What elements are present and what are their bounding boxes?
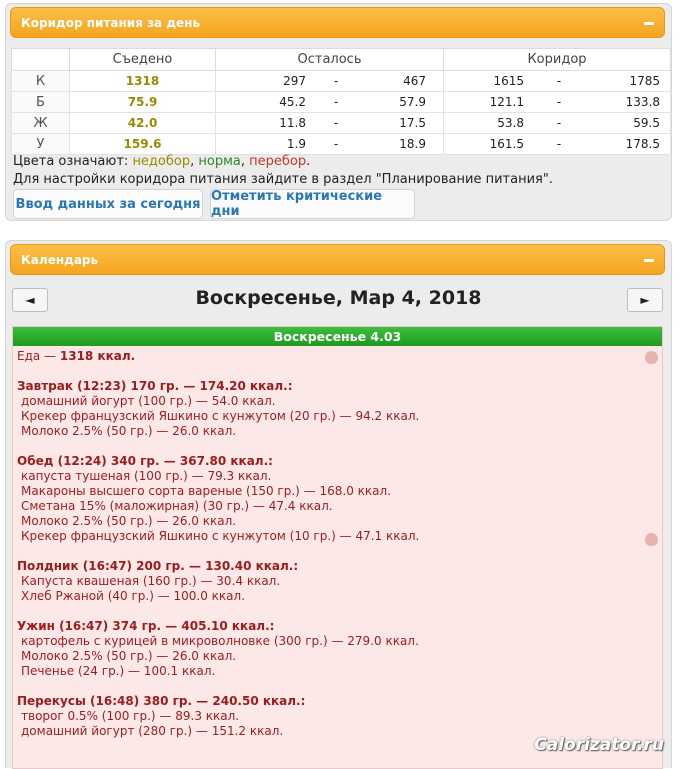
table-row [12, 71, 671, 92]
left-max: 57.9 [399, 95, 426, 109]
hand-pointer-icon[interactable] [645, 351, 658, 364]
dash: - [333, 95, 339, 109]
left-min: 45.2 [279, 95, 306, 109]
legend-separator: , [240, 154, 250, 169]
meal-title-snacks: Перекусы (16:48) 380 гр. — 240.50 ккал.: [17, 694, 306, 708]
corridor-table [11, 48, 671, 155]
corner-cell [12, 49, 70, 71]
hand-pointer-icon[interactable] [645, 533, 658, 546]
eaten-value: 75.9 [70, 92, 216, 113]
column-header-left: Осталось [216, 49, 444, 71]
meal-title-snack: Полдник (16:47) 200 гр. — 130.40 ккал.: [17, 559, 299, 573]
column-header-eaten: Съедено [70, 49, 216, 71]
prev-day-button[interactable] [12, 288, 48, 312]
left-min: 11.8 [279, 116, 306, 130]
corridor-max: 178.5 [625, 137, 660, 151]
row-label: Ж [12, 113, 70, 134]
table-row [12, 134, 671, 155]
meal-item: домашний йогурт (280 гр.) — 151.2 ккал. [21, 724, 284, 738]
corridor-info-text: Для настройки коридора питания зайдите в раздел "Планирование питания". [13, 172, 553, 187]
corridor-min: 1615 [493, 74, 524, 88]
meal-item: Хлеб Ржаной (40 гр.) — 100.0 ккал. [21, 589, 246, 603]
meal-title-breakfast: Завтрак (12:23) 170 гр. — 174.20 ккал.: [17, 379, 293, 393]
left-max: 17.5 [399, 116, 426, 130]
right-arrow-icon: ► [640, 293, 650, 307]
meal-item: капуста тушеная (100 гр.) — 79.3 ккал. [21, 469, 272, 483]
table-row [12, 113, 671, 134]
watermark-logo: Calorizator.ru [534, 735, 664, 755]
row-label: К [12, 71, 70, 92]
meal-item: творог 0.5% (100 гр.) — 89.3 ккал. [21, 709, 240, 723]
corridor-max: 1785 [629, 74, 660, 88]
enter-today-data-button[interactable]: Ввод данных за сегодня [13, 189, 203, 219]
mark-critical-days-button[interactable]: Отметить критические дни [210, 189, 415, 219]
day-header: Воскресенье 4.03 [13, 327, 662, 346]
dash: - [333, 116, 339, 130]
minus-icon[interactable] [644, 259, 654, 262]
legend-separator: , [190, 154, 199, 169]
legend-under: недобор [132, 154, 191, 169]
meal-item: Молоко 2.5% (50 гр.) — 26.0 ккал. [21, 514, 237, 528]
corridor-min: 121.1 [489, 95, 524, 109]
eaten-value: 1318 [70, 71, 216, 92]
column-header-corridor: Коридор [444, 49, 671, 71]
corridor-max: 59.5 [633, 116, 660, 130]
meal-item: Капуста квашеная (160 гр.) — 30.4 ккал. [21, 574, 281, 588]
meal-item: Крекер французский Яшкино с кунжутом (10 гр.) — 47.1 ккал. [21, 529, 420, 543]
corridor-min: 161.5 [489, 137, 524, 151]
meal-item: домашний йогурт (100 гр.) — 54.0 ккал. [21, 394, 276, 408]
corridor-max: 133.8 [625, 95, 660, 109]
dash: - [333, 137, 339, 151]
meal-title-lunch: Обед (12:24) 340 гр. — 367.80 ккал.: [17, 454, 273, 468]
meal-item: Молоко 2.5% (50 гр.) — 26.0 ккал. [21, 649, 237, 663]
legend-over: перебор [249, 154, 307, 169]
calendar-panel [5, 240, 672, 768]
food-total-prefix: Еда — [17, 349, 60, 363]
corridor-panel-title: Коридор питания за день [21, 16, 201, 30]
legend-prefix: Цвета означают: [13, 154, 133, 169]
legend-norm: норма [198, 154, 241, 169]
meal-title-dinner: Ужин (16:47) 374 гр. — 405.10 ккал.: [17, 619, 275, 633]
left-max: 467 [403, 74, 426, 88]
corridor-panel [5, 3, 672, 221]
calendar-panel-header[interactable] [10, 244, 665, 275]
color-legend [13, 154, 310, 169]
corridor-min: 53.8 [497, 116, 524, 130]
left-max: 18.9 [399, 137, 426, 151]
table-row [12, 92, 671, 113]
left-arrow-icon: ◄ [25, 293, 35, 307]
dash: - [556, 137, 562, 151]
dash: - [556, 95, 562, 109]
meal-item: Молоко 2.5% (50 гр.) — 26.0 ккал. [21, 424, 237, 438]
food-total-value: 1318 ккал. [59, 349, 136, 363]
calendar-date-title: Воскресенье, Мар 4, 2018 [195, 287, 482, 309]
legend-end: . [306, 154, 311, 169]
food-total-line [17, 349, 662, 364]
meal-item: Сметана 15% (маложирная) (30 гр.) — 47.4 ккал. [21, 499, 333, 513]
meal-item: Макароны высшего сорта вареные (150 гр.) — 168.0 ккал. [21, 484, 391, 498]
dash: - [556, 74, 562, 88]
next-day-button[interactable] [627, 288, 663, 312]
dash: - [333, 74, 339, 88]
meal-item: картофель с курицей в микроволновке (300 гр.) — 279.0 ккал. [21, 634, 419, 648]
day-entries-box [12, 326, 663, 769]
eaten-value: 42.0 [70, 113, 216, 134]
meal-item: Печенье (24 гр.) — 100.1 ккал. [21, 664, 216, 678]
minus-icon[interactable] [644, 22, 654, 25]
eaten-value: 159.6 [70, 134, 216, 155]
left-min: 297 [283, 74, 306, 88]
dash: - [556, 116, 562, 130]
calendar-panel-title: Календарь [21, 253, 99, 267]
day-body [13, 346, 662, 739]
corridor-panel-header[interactable] [10, 7, 665, 38]
row-label: У [12, 134, 70, 155]
meal-item: Крекер французский Яшкино с кунжутом (20 гр.) — 94.2 ккал. [21, 409, 420, 423]
left-min: 1.9 [286, 137, 306, 151]
row-label: Б [12, 92, 70, 113]
